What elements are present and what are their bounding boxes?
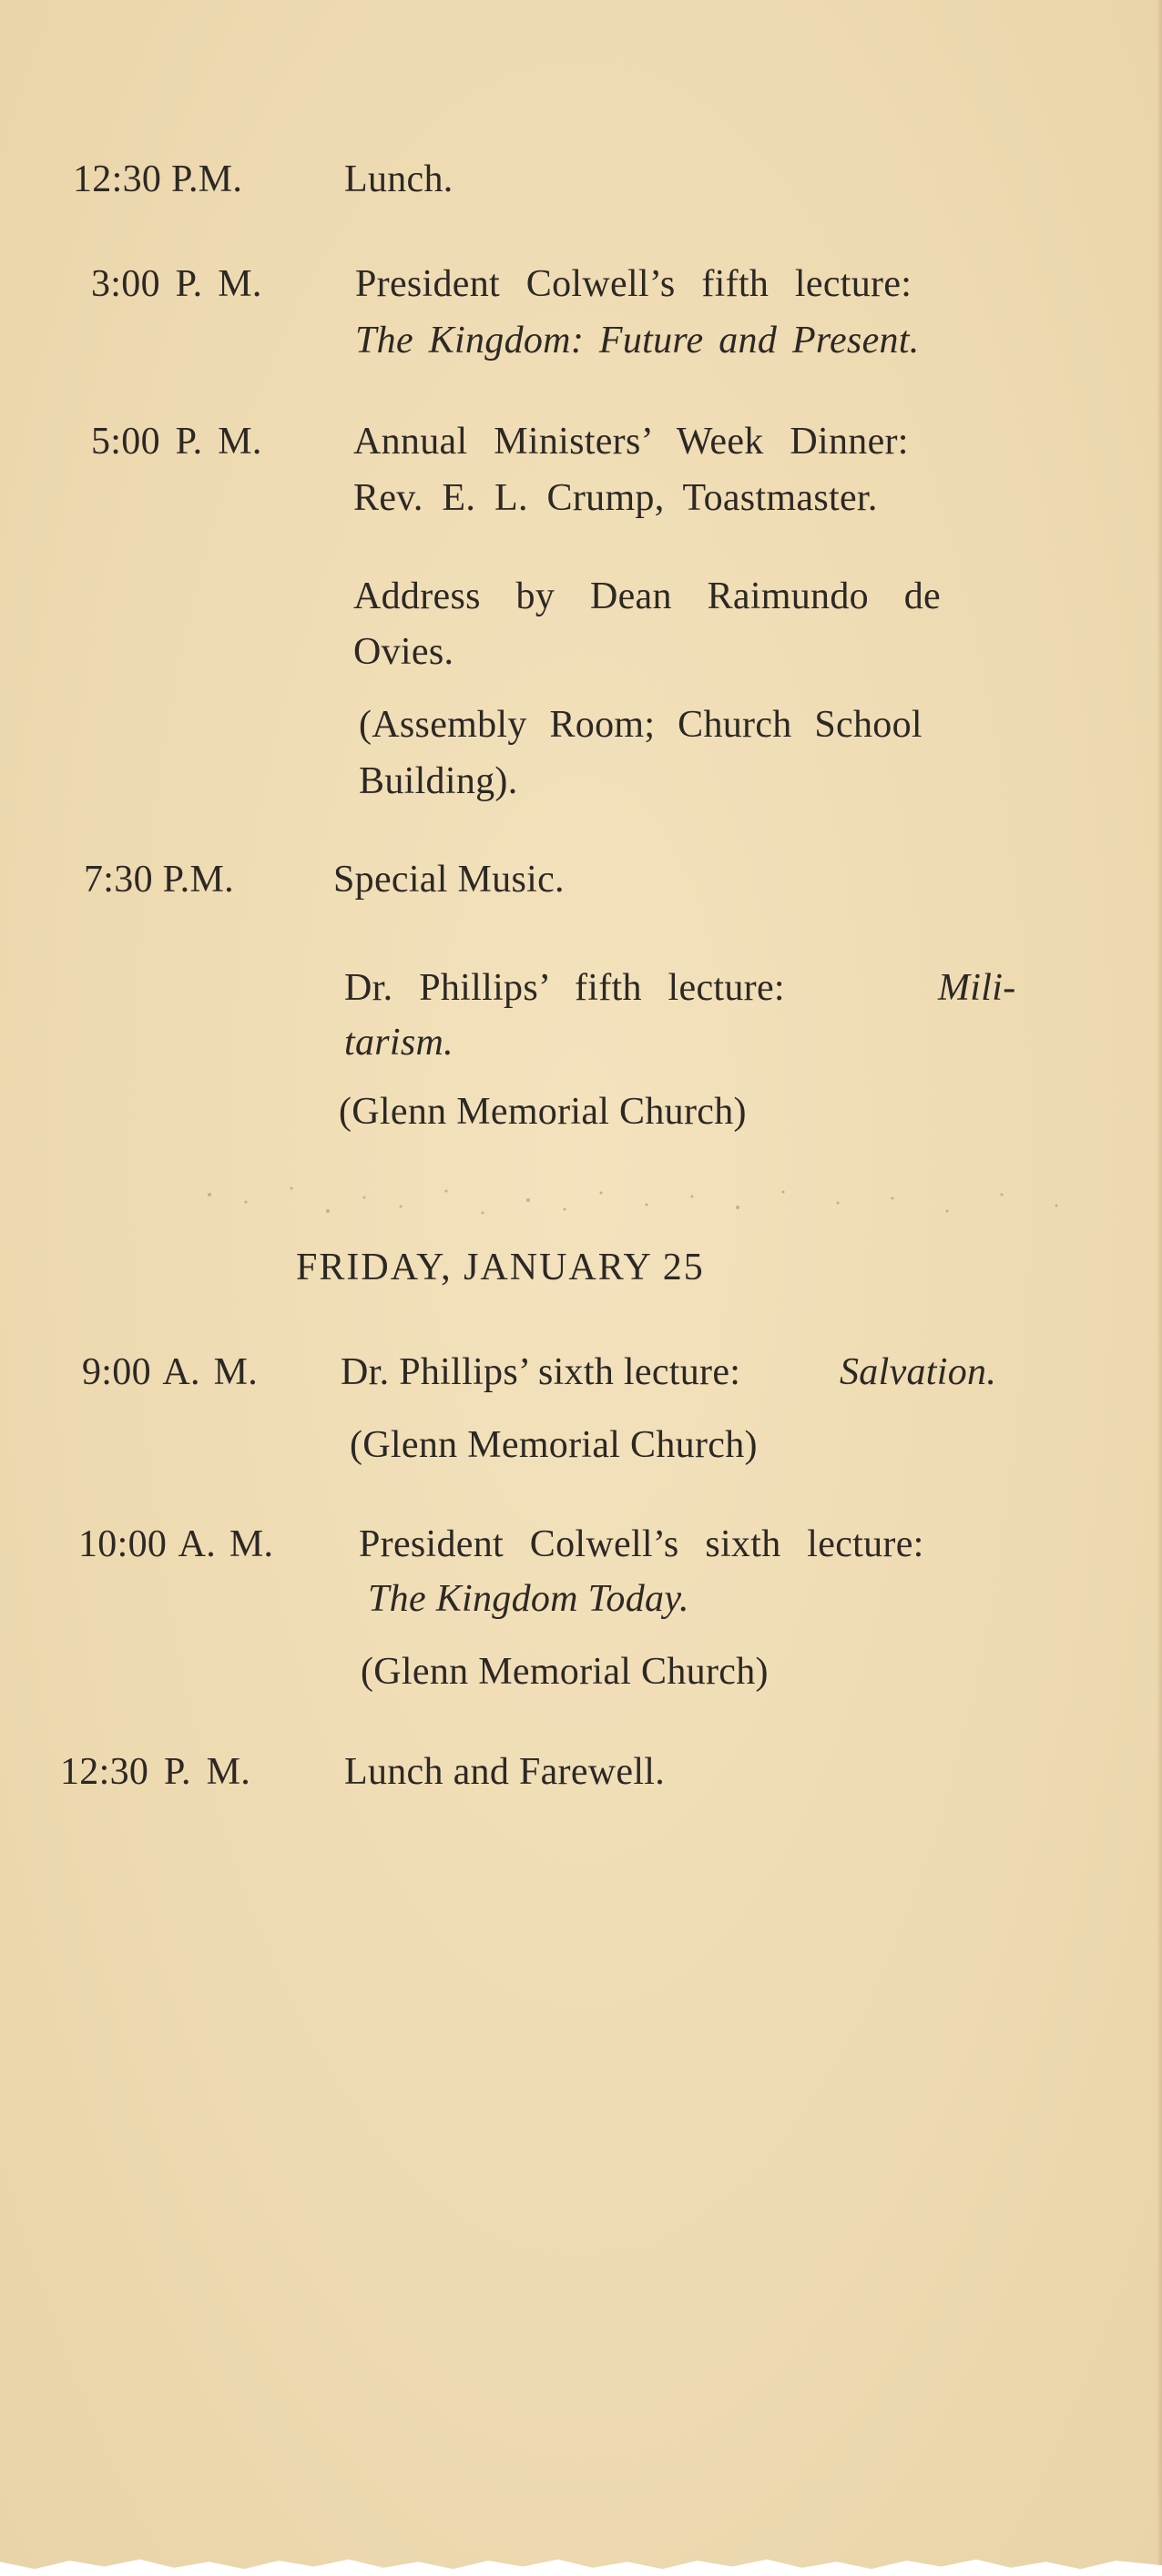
entry-text: President Colwell’s sixth lecture: — [359, 1523, 924, 1565]
entry-text-italic: Mili- — [938, 967, 1016, 1009]
entry-text: Building). — [359, 760, 518, 802]
entry-text: Annual Ministers’ Week Dinner: — [353, 421, 909, 463]
entry-text-italic: The Kingdom: Future and Present. — [355, 320, 920, 361]
time-label: 3:00 P. M. — [91, 263, 262, 305]
entry-text: Lunch. — [344, 158, 454, 200]
time-label: 5:00 P. M. — [91, 421, 262, 463]
time-label: 10:00 A. M. — [78, 1523, 274, 1565]
paper-edge — [1157, 0, 1162, 2576]
section-heading: FRIDAY, JANUARY 25 — [296, 1247, 705, 1288]
entry-text: (Assembly Room; Church School — [359, 704, 922, 746]
entry-text-italic: tarism. — [344, 1022, 454, 1064]
entry-text: (Glenn Memorial Church) — [339, 1091, 747, 1133]
time-label: 12:30 P.M. — [73, 158, 243, 200]
entry-text: (Glenn Memorial Church) — [350, 1424, 758, 1466]
entry-text-italic: Salvation. — [840, 1351, 997, 1393]
time-label: 12:30 P. M. — [60, 1751, 251, 1793]
time-label: 7:30 P.M. — [84, 859, 234, 901]
entry-text: Dr. Phillips’ fifth lecture: — [344, 967, 785, 1009]
entry-text: Rev. E. L. Crump, Toastmaster. — [353, 477, 878, 519]
entry-text: Dr. Phillips’ sixth lecture: — [341, 1351, 741, 1393]
entry-text: President Colwell’s fifth lecture: — [355, 263, 912, 305]
entry-text: Lunch and Farewell. — [344, 1751, 666, 1793]
entry-text: Ovies. — [353, 631, 454, 673]
entry-text-italic: The Kingdom Today. — [368, 1578, 689, 1620]
entry-text: (Glenn Memorial Church) — [361, 1651, 769, 1693]
time-label: 9:00 A. M. — [82, 1351, 259, 1393]
entry-text: Address by Dean Raimundo de — [353, 575, 941, 617]
paper-specks — [91, 1175, 1120, 1229]
entry-text: Special Music. — [333, 859, 565, 901]
